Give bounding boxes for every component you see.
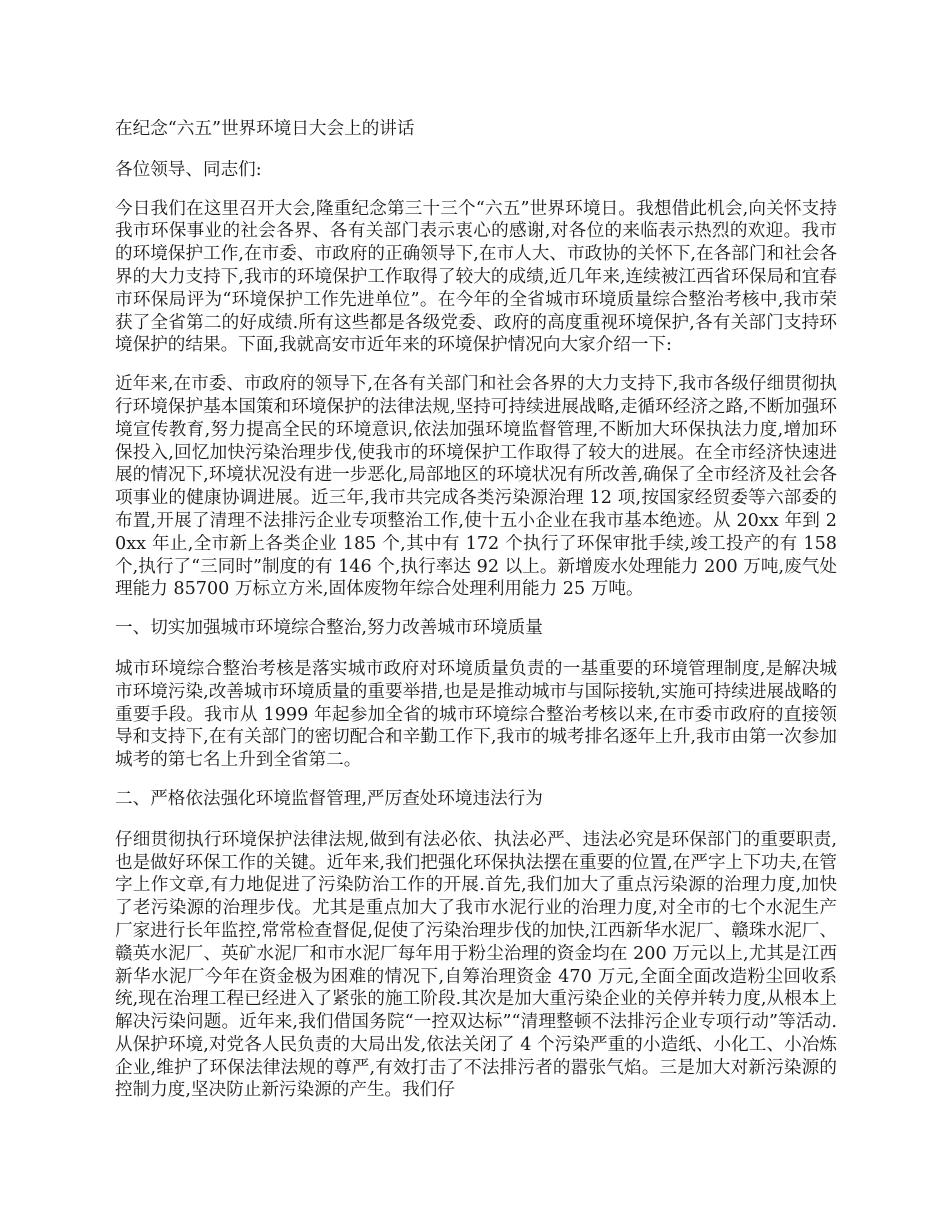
document-page xyxy=(115,118,837,1118)
paragraph-intro: 今日我们在这里召开大会,隆重纪念第三十三个“六五”世界环境日。我想借此机会,向关怀支持我市环保事业的社会各界、各有关部门表示衷心的感谢,对各位的来临表示热烈的欢迎。我市的环境保护工作,在市委、市政府的正确领导下,在市人大、市政协的关怀下,在各部门和社会各界的大力支持下,我市的环境保护工作取得了较大的成绩,近几年来,连续被江西省环保局和宜春市环保局评为“环境保护工作先进单位”。在今年的全省城市环境质量综合整治考核中,我市荣获了全省第二的好成绩.所有这些都是各级党委、政府的高度重视环境保护,各有关部门支持环境保护的结果。下面,我就高安市近年来的环境保护情况向大家介绍一下: xyxy=(115,198,837,356)
document-title: 在纪念“六五”世界环境日大会上的讲话 xyxy=(115,119,415,139)
section-2-body: 仔细贯彻执行环境保护法律法规,做到有法必依、执法必严、违法必究是环保部门的重要职责,也是做好环保工作的关键。近年来,我们把强化环保执法摆在重要的位置,在严字上下功夫,在管字上作文章,有力地促进了污染防治工作的开展.首先,我们加大了重点污染源的治理力度,加快了老污染源的治理步伐。尤其是重点加大了我市水泥行业的治理力度,对全市的七个水泥生产厂家进行长年监控,常常检查督促,促使了污染治理步伐的加快,江西新华水泥厂、赣珠水泥厂、赣英水泥厂、英矿水泥厂和市水泥厂每年用于粉尘治理的资金均在 200 万元以上,尤其是江西新华水泥厂今年在资金极为困难的情况下,自筹治理资金 470 万元,全面全面改造粉尘回收系统,现在治理工程已经进入了紧张的施工阶段.其次是加大重污染企业的关停并转力度,从根本上解决污染问题。近年来,我们借国务院“一控双达标”“清理整顿不法排污企业专项行动”等活动.从保护环境,对党各人民负责的大局出发,依法关闭了 4 个污染严重的小造纸、小化工、小冶炼企业,维护了环保法律法规的尊严,有效打击了不法排污者的嚣张气焰。三是加大对新污染源的控制力度,坚决防止新污染源的产生。我们仔 xyxy=(115,829,837,1101)
section-1-heading: 一、切实加强城市环境综合整治,努力改善城市环境质量 xyxy=(115,618,543,639)
section-1-body: 城市环境综合整治考核是落实城市政府对环境质量负责的一基重要的环境管理制度,是解决城市环境污染,改善城市环境质量的重要举措,也是是推动城市与国际接轨,实施可持续进展战略的重要手段。我市从 1999 年起参加全省的城市环境综合整治考核以来,在市委市政府的直接领导和支持下,在有关部门的密切配合和辛勤工作下,我市的城考排名逐年上升,我市由第一次参加城考的第七名上升到全省第二。 xyxy=(115,658,837,771)
section-2-heading: 二、严格依法强化环境监督管理,严厉查处环境违法行为 xyxy=(115,788,543,809)
greeting: 各位领导、同志们: xyxy=(115,159,262,180)
paragraph-overview: 近年来,在市委、市政府的领导下,在各有关部门和社会各界的大力支持下,我市各级仔细贯彻执行环境保护基本国策和环境保护的法律法规,坚持可持续进展战略,走循环经济之路,不断加强环境宣传教育,努力提高全民的环境意识,依法加强环境监督管理,不断加大环保执法力度,增加环保投入,回忆加快污染治理步伐,使我市的环境保护工作取得了较大的进展。在全市经济快速进展的情况下,环境状况没有进一步恶化,局部地区的环境状况有所改善,确保了全市经济及社会各项事业的健康协调进展。近三年,我市共完成各类污染源治理 12 项,按国家经贸委等六部委的布置,开展了清理不法排污企业专项整治工作,使十五小企业在我市基本绝迹。从 20xx 年到 20xx 年止,全市新上各类企业 185 个,其中有 172 个执行了环保审批手续,竣工投产的有 158 个,执行了“三同时”制度的有 146 个,执行率达 92 以上。新增废水处理能力 200 万吨,废气处理能力 85700 万标立方米,固体废物年综合处理利用能力 25 万吨。 xyxy=(115,374,837,600)
